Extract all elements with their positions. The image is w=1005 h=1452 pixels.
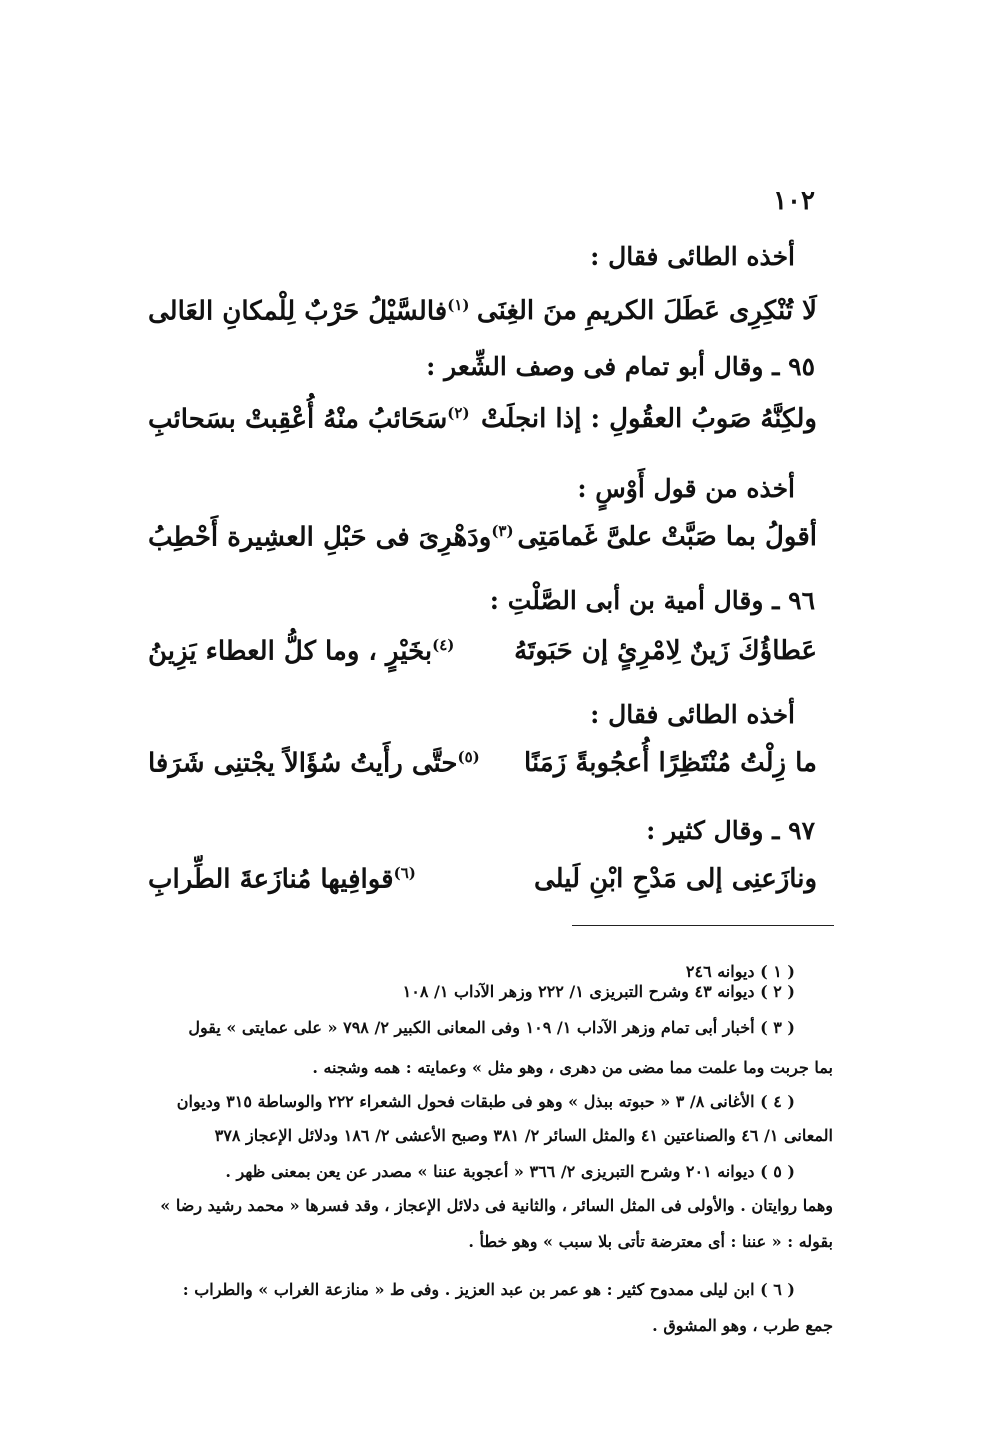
footnote-line: المعانى ١/ ٤٦ والصناعتين ٤١ والمثل السائر ٢/ ٣٨١ وصبح الأعشى ٢/ ١٨٦ ودلائل الإعجاز ٣٧٨ (214, 1126, 833, 1145)
verse-hemistich-right: ولكِنَّهُ صَوبُ العقُولِ : إذا انجلَتْ (480, 404, 817, 434)
footnote-line: ( ٤ ) الأغانى ٨/ ٣ « حبوته ببذل » وهو فى طبقات فحول الشعراء ٢٢٢ والوساطة ٣١٥ وديوان (176, 1092, 795, 1111)
page-number: ١٠٢ (773, 186, 815, 216)
verse-hemistich-left: $^{(١)}$فالسَّيْلُ حَرْبٌ لِلْمكانِ العَالى (148, 296, 470, 327)
verse-hemistich-right: لَا تُنْكِرِى عَطَلَ الكريمِ منَ الغِنَى (476, 296, 817, 326)
footnote-ref: (٥) (457, 748, 480, 766)
footnote-line: بقوله : « عننا : أى معترضة تأتى بلا سبب » وهو خطأ . (468, 1232, 833, 1251)
footnote-line: ( ٣ ) أخبار أبى تمام وزهر الآداب ١/ ١٠٩ وفى المعانى الكبير ٢/ ٧٩٨ « على عمايتى » يقول (188, 1018, 795, 1037)
footnote-line: ( ٢ ) ديوانه ٤٣ وشرح التبريزى ١/ ٢٢٢ وزهر الآداب ١/ ١٠٨ (402, 982, 795, 1001)
footnote-line: ( ٦ ) ابن ليلى ممدوح كثير : هو عمر بن عبد العزيز . وفى ط « منازعة الغراب » والطراب : (182, 1280, 795, 1299)
footnote-line: ( ١ ) ديوانه ٢٤٦ (685, 962, 795, 981)
verse-intro: أخذه من قول أَوْسٍ : (577, 474, 795, 503)
verse-intro: أخذه الطائى فقال : (590, 242, 795, 271)
verse-intro: ٩٦ ـ وقال أمية بن أبى الصَّلْتِ : (489, 586, 815, 615)
verse-hemistich-left: $^{(٦)}$قوافِيها مُنازَعةَ الطِّرابِ (148, 864, 416, 895)
footnote-line: وهما روايتان . والأولى فى المثل السائر ، والثانية فى دلائل الإعجاز ، وقد فسرها « محمد رشيد رضا » (160, 1196, 833, 1215)
verse-hemistich-left: $^{(٤)}$بخَيْرٍ ، وما كلُّ العطاء يَزِينُ (148, 636, 455, 667)
verse-intro: أخذه الطائى فقال : (590, 700, 795, 729)
footnote-ref: (٤) (432, 636, 455, 654)
verse-hemistich-right: ونازَعنِى إلى مَدْحِ ابْنِ لَيلى (534, 864, 817, 894)
footnote-line: جمع طرب ، وهو المشوق . (652, 1316, 833, 1335)
verse-hemistich-right: عَطاؤُكَ زَينٌ لِامْرِئٍ إن حَبَوتَهُ (514, 636, 817, 666)
verse-hemistich-right: ما زِلْتُ مُنْتَظِرًا أُعجُوبةً زَمَنًا (524, 748, 817, 778)
verse-hemistich-left: $^{(٢)}$سَحَائبُ منْهُ أُعْقِبتْ بسَحائبِ (148, 404, 470, 435)
verse-intro: ٩٧ ـ وقال كثير : (646, 816, 815, 845)
verse-hemistich-left: $^{(٥)}$حتَّى رأَيتُ سُؤَالاً يجْتنِى شَرَفا (148, 748, 480, 779)
footnote-divider (572, 925, 834, 926)
verse-intro: ٩٥ ـ وقال أبو تمام فى وصف الشِّعر : (426, 352, 815, 381)
verse-hemistich-left: $^{(٣)}$ودَهْرِىَ فى حَبْلِ العشِيرة أَحْطِبُ (148, 522, 514, 553)
footnote-ref: (٢) (447, 404, 470, 422)
footnote-ref: (٦) (393, 864, 416, 882)
verse-hemistich-right: أقولُ بما صَبَّتْ علىَّ غَمامَتِى (517, 522, 817, 552)
footnote-line: بما جربت وما علمت مما مضى من دهرى ، وهو مثل » وعمايته : همه وشجنه . (312, 1058, 833, 1077)
footnote-ref: (٣) (491, 522, 514, 540)
footnote-ref: (١) (447, 296, 470, 314)
footnote-line: ( ٥ ) ديوانه ٢٠١ وشرح التبريزى ٢/ ٣٦٦ « أعجوبة عننا » مصدر عن يعن بمعنى ظهر . (225, 1162, 795, 1181)
